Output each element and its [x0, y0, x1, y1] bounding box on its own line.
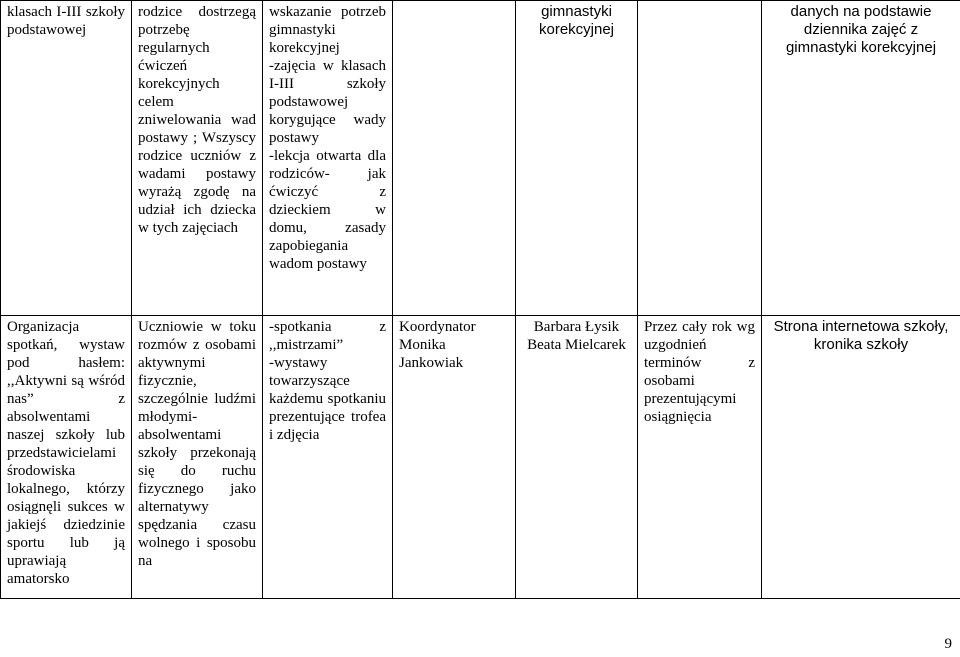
- evaluation-cell: Strona internetowa szkoły, kronika szkoły: [762, 316, 960, 599]
- expected-outcome-cell: Uczniowie w toku rozmów z osobami aktywnymi fizycznie, szczególnie ludźmi młodymi-absolwentami szkoły przekonają się do ruchu fizycznego jako alternatywy spędzania czasu wolnego i sposobu na: [132, 316, 263, 599]
- responsible-cell: gimnastyki korekcyjnej: [516, 1, 638, 316]
- activity-cell: klasach I-III szkoły podstawowej: [1, 1, 132, 316]
- deadline-cell: Przez cały rok wg uzgodnień terminów z osobami prezentującymi osiągnięcia: [638, 316, 762, 599]
- coordinator-cell: Koordynator Monika Jankowiak: [393, 316, 516, 599]
- deadline-cell: [638, 1, 762, 316]
- activity-cell: Organizacja spotkań, wystaw pod hasłem: ,,Aktywni są wśród nas” z absolwentami naszej szkoły lub przedstawicielami środowiska lokalnego, którzy osiągnęli sukces w jakiejś dziedzinie sportu lub ją uprawiają amatorsko: [1, 316, 132, 599]
- table-row: [1, 316, 960, 599]
- page-number: 9: [944, 636, 952, 652]
- responsible-cell: Barbara Łysik Beata Mielcarek: [516, 316, 638, 599]
- tasks-cell: -spotkania z ,,mistrzami” -wystawy towarzyszące każdemu spotkaniu prezentujące trofea i zdjęcia: [263, 316, 393, 599]
- expected-outcome-cell: rodzice dostrzegą potrzebę regularnych ćwiczeń korekcyjnych celem zniwelowania wad postawy ; Wszyscy rodzice uczniów z wadami postawy wyrażą zgodę na udział ich dziecka w tych zajęciach: [132, 1, 263, 316]
- tasks-cell: wskazanie potrzeb gimnastyki korekcyjnej -zajęcia w klasach I-III szkoły podstawowej korygujące wady postawy -lekcja otwarta dla rodziców- jak ćwiczyć z dzieckiem w domu, zasady zapobiegania wadom postawy: [263, 1, 393, 316]
- evaluation-cell: danych na podstawie dziennika zajęć z gimnastyki korekcyjnej: [762, 1, 960, 316]
- coordinator-cell: [393, 1, 516, 316]
- table-row: [1, 1, 960, 316]
